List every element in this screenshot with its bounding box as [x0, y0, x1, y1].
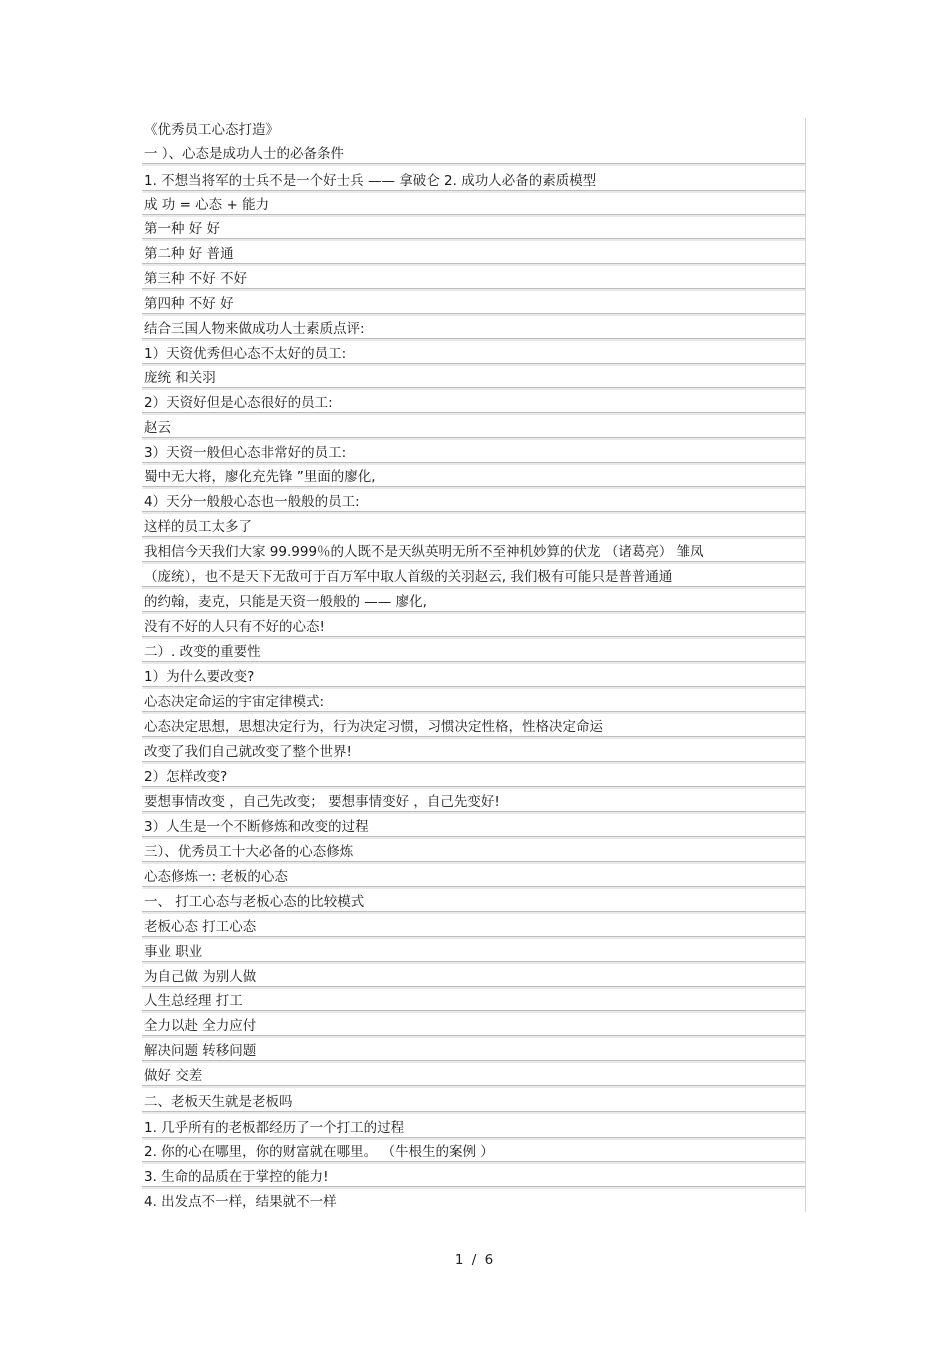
- text-line-content: 第四种 不好 好: [144, 296, 234, 312]
- text-line: [142, 369, 806, 388]
- text-line-content: 第二种 好 普通: [144, 246, 234, 262]
- text-line: [142, 419, 806, 438]
- text-line: [142, 468, 806, 487]
- text-line: [142, 196, 806, 215]
- text-line-content: 1. 几乎所有的老板都经历了一个打工的过程: [144, 1120, 405, 1136]
- text-line: [142, 893, 806, 912]
- text-line: [142, 121, 806, 139]
- text-line-content: 心态修炼一: 老板的心态: [144, 869, 288, 885]
- text-line: [142, 444, 806, 463]
- text-line: [142, 843, 806, 862]
- text-line: [142, 718, 806, 737]
- text-line: [142, 918, 806, 937]
- text-line-content: 的约翰，麦克，只能是天资一般般的 —— 廖化,: [144, 594, 427, 610]
- text-line-content: 心态决定思想，思想决定行为，行为决定习惯，习惯决定性格，性格决定命运: [144, 719, 603, 735]
- text-line-content: 全力以赴 全力应付: [144, 1018, 257, 1034]
- text-line: [142, 270, 806, 289]
- text-line-content: 赵云: [144, 420, 171, 436]
- text-line: [142, 768, 806, 787]
- text-line-content: 一、 打工心态与老板心态的比较模式: [144, 894, 365, 910]
- text-line: [142, 643, 806, 662]
- text-line-content: 没有不好的人只有不好的心态!: [144, 619, 325, 635]
- text-line-content: 做好 交差: [144, 1068, 203, 1084]
- text-line-content: 1）天资优秀但心态不太好的员工:: [144, 346, 347, 362]
- text-line-content: 庞统 和关羽: [144, 370, 216, 386]
- text-line: [142, 1143, 806, 1162]
- text-line: [142, 320, 806, 339]
- text-line-content: 为自己做 为别人做: [144, 969, 257, 985]
- text-line-content: 二）. 改变的重要性: [144, 644, 261, 660]
- text-line: [142, 245, 806, 264]
- text-line-content: 解决问题 转移问题: [144, 1043, 257, 1059]
- text-line: [142, 145, 806, 164]
- text-line-content: 二、老板天生就是老板吗: [144, 1094, 293, 1110]
- text-line: [142, 1168, 806, 1187]
- text-line: [142, 295, 806, 314]
- text-line-content: 1）为什么要改变?: [144, 669, 255, 685]
- text-line: [142, 743, 806, 762]
- text-line-content: 蜀中无大将，廖化充先锋 ”里面的廖化,: [144, 469, 376, 485]
- text-line: [142, 818, 806, 837]
- text-line-content: 结合三国人物来做成功人士素质点评:: [144, 321, 365, 337]
- text-line-content: 三）、优秀员工十大必备的心态修炼: [144, 844, 354, 860]
- text-line-content: 2. 你的心在哪里，你的财富就在哪里。 （牛根生的案例 ）: [144, 1144, 494, 1160]
- text-line-content: 改变了我们自己就改变了整个世界!: [144, 744, 352, 760]
- text-line: [142, 1193, 806, 1211]
- text-line: [142, 943, 806, 962]
- text-line: [142, 1067, 806, 1086]
- text-line: [142, 543, 806, 562]
- text-line-content: （庞统），也不是天下无敌可于百万军中取人首级的关羽赵云, 我们极有可能只是普普通通: [144, 569, 673, 585]
- text-line-content: 3. 生命的品质在于掌控的能力!: [144, 1169, 329, 1185]
- text-line-content: 事业 职业: [144, 944, 203, 960]
- text-line-content: 1. 不想当将军的士兵不是一个好士兵 —— 拿破仑 2. 成功人必备的素质模型: [144, 173, 597, 189]
- text-line-content: 人生总经理 打工: [144, 993, 243, 1009]
- text-line-content: 第一种 好 好: [144, 221, 221, 237]
- text-line-content: 2）天资好但是心态很好的员工:: [144, 395, 333, 411]
- document-body: [142, 118, 806, 1212]
- text-line-content: 成 功 = 心态 + 能力: [144, 197, 270, 213]
- text-line: [142, 693, 806, 712]
- text-line-content: 2）怎样改变?: [144, 769, 228, 785]
- text-line: [142, 992, 806, 1011]
- text-line: [142, 593, 806, 612]
- text-line-content: 要想事情改变 ，自己先改变； 要想事情变好 ，自己先变好!: [144, 794, 500, 810]
- text-line: [142, 1042, 806, 1061]
- text-line-content: 一 ）、心态是成功人士的必备条件: [144, 146, 345, 162]
- text-line-content: 《优秀员工心态打造》: [144, 122, 279, 138]
- text-line: [142, 220, 806, 239]
- text-line: [142, 518, 806, 537]
- text-line-content: 3）天资一般但心态非常好的员工:: [144, 445, 347, 461]
- text-line: [142, 394, 806, 413]
- text-line: [142, 172, 806, 191]
- text-line: [142, 1093, 806, 1112]
- page-number: 1 / 6: [454, 1252, 496, 1268]
- text-line-content: 老板心态 打工心态: [144, 919, 257, 935]
- text-line-content: 4. 出发点不一样，结果就不一样: [144, 1194, 337, 1210]
- text-line: [142, 493, 806, 512]
- text-line: [142, 1119, 806, 1138]
- text-line: [142, 968, 806, 987]
- text-line: [142, 868, 806, 887]
- text-line-content: 3）人生是一个不断修炼和改变的过程: [144, 819, 369, 835]
- text-line: [142, 568, 806, 587]
- text-line-content: 我相信今天我们大家 99.999％的人既不是天纵英明无所不至神机妙算的伏龙 （诸葛亮） 雏凤: [144, 544, 704, 560]
- text-line: [142, 345, 806, 364]
- text-line-content: 这样的员工太多了: [144, 519, 252, 535]
- text-line: [142, 668, 806, 687]
- text-line-content: 第三种 不好 不好: [144, 271, 248, 287]
- text-line-content: 心态决定命运的宇宙定律模式:: [144, 694, 325, 710]
- text-line: [142, 793, 806, 812]
- text-line: [142, 618, 806, 637]
- text-line: [142, 1017, 806, 1036]
- text-line-content: 4）天分一般般心态也一般般的员工:: [144, 494, 360, 510]
